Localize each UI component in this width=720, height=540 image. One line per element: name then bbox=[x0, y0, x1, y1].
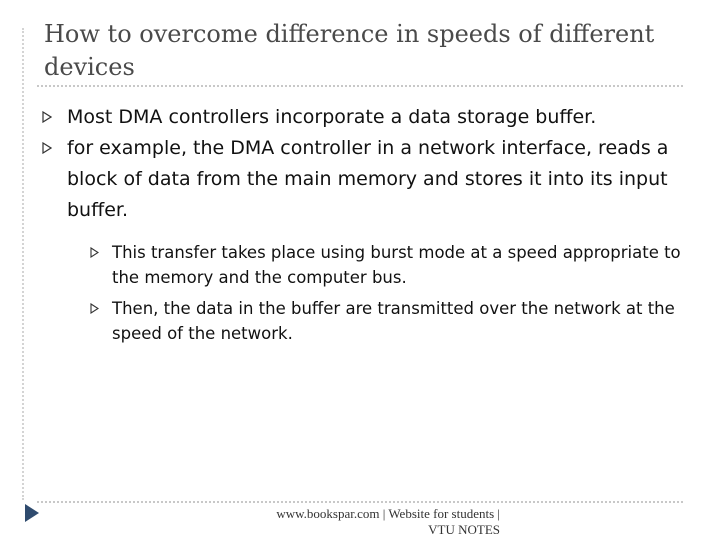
slide-footer bbox=[230, 506, 500, 538]
title-dotted-rule bbox=[37, 85, 683, 87]
slide-title: How to overcome difference in speeds of different devices bbox=[44, 20, 655, 81]
triangle-bullet-icon bbox=[90, 240, 99, 258]
sub-bullet-text: This transfer takes place using burst mode at a speed appropriate to the memory and the computer bus. bbox=[112, 243, 681, 287]
triangle-bullet-icon bbox=[90, 296, 99, 314]
bullet-list bbox=[42, 102, 692, 352]
footer-line-1: www.bookspar.com | Website for students | bbox=[276, 506, 500, 521]
sub-bullet-item bbox=[90, 296, 692, 346]
slide-nav-arrow-icon bbox=[24, 503, 40, 527]
triangle-bullet-icon bbox=[42, 102, 52, 123]
sub-bullet-text: Then, the data in the buffer are transmitted over the network at the speed of the network. bbox=[112, 299, 675, 343]
triangle-bullet-icon bbox=[42, 133, 52, 154]
sub-bullet-item bbox=[90, 240, 692, 290]
left-dotted-rule bbox=[22, 28, 24, 500]
footer-line-2: VTU NOTES bbox=[428, 522, 500, 537]
bullet-item bbox=[42, 102, 692, 133]
bullet-text: Most DMA controllers incorporate a data storage buffer. bbox=[67, 106, 597, 128]
bullet-item bbox=[42, 133, 692, 226]
footer-dotted-rule bbox=[37, 501, 683, 503]
sub-bullet-list bbox=[90, 240, 692, 346]
bullet-text: for example, the DMA controller in a network interface, reads a block of data from the main memory and stores it into its input buffer. bbox=[67, 137, 669, 221]
